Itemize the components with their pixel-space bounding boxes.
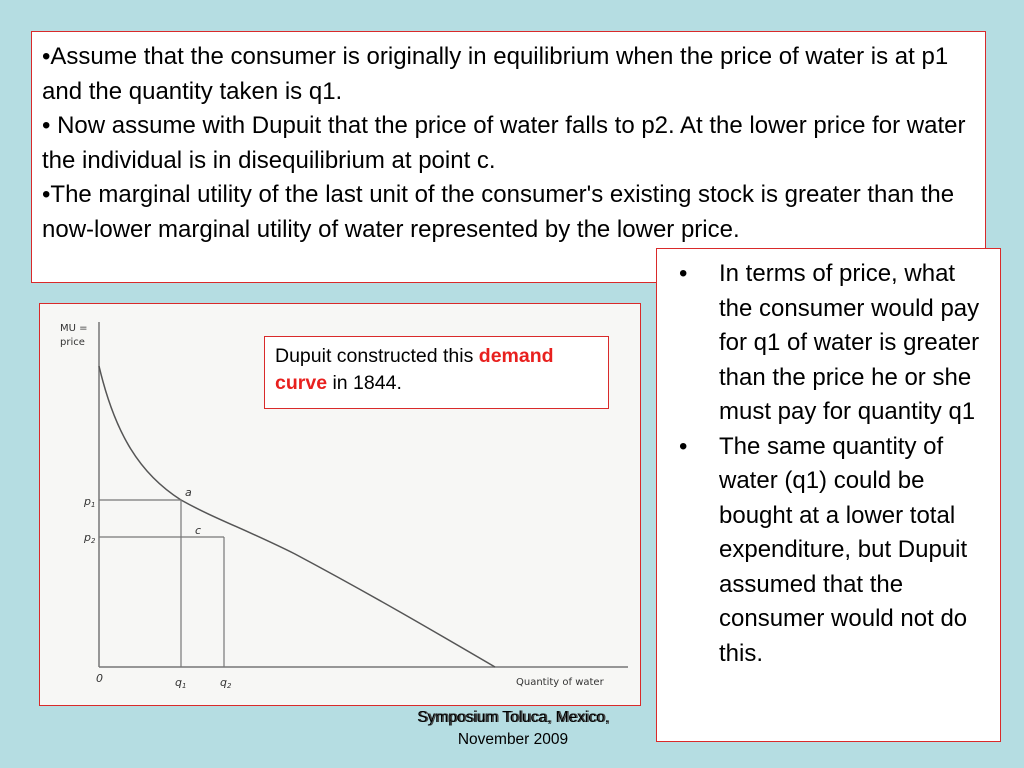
note-text-post: in 1844. — [327, 372, 402, 394]
footer — [380, 707, 646, 751]
right-bullet-text: In terms of price, what the consumer would pay for q1 of water is greater than the price he or she must pay for quantity q1 — [719, 260, 980, 425]
point-c-label: c — [195, 524, 202, 537]
right-bullet-item — [663, 430, 990, 672]
right-text-box — [656, 248, 1001, 742]
note-highlight: demand curve — [275, 345, 554, 394]
p2-label: p2 — [84, 531, 96, 545]
top-text-box — [31, 31, 986, 283]
y-axis-label-line1: MU = — [60, 323, 88, 334]
point-a-label: a — [185, 486, 192, 499]
q2-label: q2 — [220, 676, 232, 690]
note-text-pre: Dupuit constructed this — [275, 345, 479, 367]
right-bullet-list — [663, 257, 990, 671]
right-bullet-text: The same quantity of water (q1) could be bought at a lower total expenditure, but Dupuit assumed that the consumer would not do this. — [719, 432, 968, 667]
bullet-equilibrium: •Assume that the consumer is originally in equilibrium when the price of water is at p1 and the quantity taken is q1. — [42, 43, 949, 105]
bullet-marker: • — [679, 432, 688, 460]
p1-label: p1 — [84, 495, 96, 509]
dupuit-note-box — [264, 336, 609, 409]
y-axis-label-line2: price — [60, 337, 85, 348]
bullet-price-falls: • Now assume with Dupuit that the price of water falls to p2. At the lower price for water the individual is in disequilibrium at point c. — [42, 112, 966, 174]
footer-line2: November 2009 — [457, 731, 569, 748]
origin-label: 0 — [96, 672, 103, 685]
footer-line1: Symposium Toluca, Mexico, — [417, 709, 609, 726]
x-axis-label: Quantity of water — [516, 677, 604, 688]
bullet-marker: • — [679, 260, 688, 287]
q1-label: q1 — [175, 676, 187, 690]
right-bullet-item — [663, 257, 990, 430]
bullet-marginal-utility: •The marginal utility of the last unit of the consumer's existing stock is greater than the now-lower marginal utility of water represented by the lower price. — [42, 181, 955, 243]
